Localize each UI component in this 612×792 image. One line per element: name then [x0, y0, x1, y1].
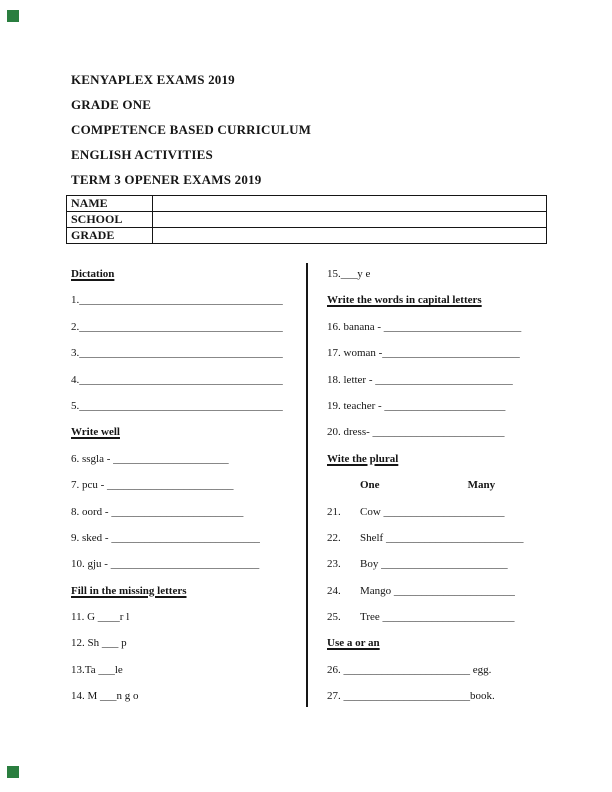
- plural-item-25-line: Tree ________________________: [360, 611, 515, 624]
- section-heading-plural: Wite the plural: [327, 452, 399, 465]
- school-value-cell: [153, 212, 546, 227]
- write-well-item-9: 9. sked - ___________________________: [71, 531, 260, 544]
- dictation-item-1: 1._____________________________________: [71, 294, 283, 307]
- plural-item-21-line: Cow ______________________: [360, 505, 505, 518]
- info-row-grade: [67, 227, 546, 243]
- section-heading-missing-letters: Fill in the missing letters: [71, 584, 187, 597]
- exam-header: [71, 67, 311, 192]
- plural-item-22-number: 22.: [327, 531, 341, 544]
- info-row-school: [67, 211, 546, 227]
- grade-label: GRADE: [67, 228, 153, 243]
- section-heading-capital-letters: Write the words in capital letters: [327, 294, 482, 307]
- write-well-item-7: 7. pcu - _______________________: [71, 479, 234, 492]
- dictation-item-5: 5._____________________________________: [71, 399, 283, 412]
- plural-item-25: [327, 604, 551, 630]
- student-info-table: [66, 195, 547, 244]
- green-corner-mark-bottom: [7, 766, 19, 778]
- write-well-item-6: 6. ssgla - _____________________: [71, 452, 229, 465]
- plural-item-23: [327, 551, 551, 577]
- capital-item-17: 17. woman -_________________________: [327, 347, 520, 360]
- plural-item-22-line: Shelf _________________________: [360, 531, 524, 544]
- plural-item-23-number: 23.: [327, 558, 341, 571]
- capital-item-19: 19. teacher - ______________________: [327, 399, 506, 412]
- plural-item-25-number: 25.: [327, 611, 341, 624]
- left-column: [71, 261, 305, 710]
- plural-col-many-label: Many: [467, 479, 496, 492]
- capital-item-18: 18. letter - _________________________: [327, 373, 513, 386]
- dictation-item-4: 4._____________________________________: [71, 373, 283, 386]
- right-column: [327, 261, 551, 710]
- section-heading-dictation: Dictation: [71, 268, 115, 280]
- name-value-cell: [153, 196, 546, 211]
- missing-letters-item-11: 11. G ____r l: [71, 611, 130, 624]
- write-well-item-10: 10. gju - ___________________________: [71, 558, 260, 571]
- missing-letters-item-15: 15.___y e: [327, 268, 371, 280]
- plural-item-24: [327, 578, 551, 604]
- school-label: SCHOOL: [67, 212, 153, 227]
- capital-item-20: 20. dress- ________________________: [327, 426, 505, 439]
- plural-item-21: [327, 499, 551, 525]
- header-line-curriculum: COMPETENCE BASED CURRICULUM: [71, 122, 312, 137]
- grade-value-cell: [153, 228, 546, 243]
- plural-item-24-number: 24.: [327, 584, 341, 597]
- capital-item-16: 16. banana - _________________________: [327, 320, 522, 333]
- info-row-name: [67, 196, 546, 211]
- a-or-an-item-27: 27. _______________________book.: [327, 690, 495, 703]
- plural-col-one-label: One: [360, 479, 380, 492]
- header-line-term: TERM 3 OPENER EXAMS 2019: [71, 172, 262, 187]
- plural-item-23-line: Boy _______________________: [360, 558, 508, 571]
- dictation-item-2: 2._____________________________________: [71, 320, 283, 333]
- plural-item-24-line: Mango ______________________: [360, 584, 515, 597]
- missing-letters-item-13: 13.Ta ___le: [71, 663, 123, 676]
- plural-column-headers: [327, 472, 551, 498]
- plural-item-22: [327, 525, 551, 551]
- dictation-item-3: 3._____________________________________: [71, 347, 283, 360]
- header-line-exam-title: KENYAPLEX EXAMS 2019: [71, 72, 235, 87]
- header-line-grade: GRADE ONE: [71, 97, 152, 112]
- plural-item-21-number: 21.: [327, 505, 341, 518]
- a-or-an-item-26: 26. _______________________ egg.: [327, 663, 492, 676]
- section-heading-a-or-an: Use a or an: [327, 637, 380, 650]
- section-heading-write-well: Write well: [71, 426, 120, 439]
- missing-letters-item-14: 14. M ___n g o: [71, 690, 139, 703]
- column-divider-line: [306, 263, 308, 707]
- missing-letters-item-12: 12. Sh ___ p: [71, 637, 127, 650]
- write-well-item-8: 8. oord - ________________________: [71, 505, 244, 518]
- name-label: NAME: [67, 196, 153, 211]
- green-corner-mark-top: [7, 10, 19, 22]
- header-line-subject: ENGLISH ACTIVITIES: [71, 147, 213, 162]
